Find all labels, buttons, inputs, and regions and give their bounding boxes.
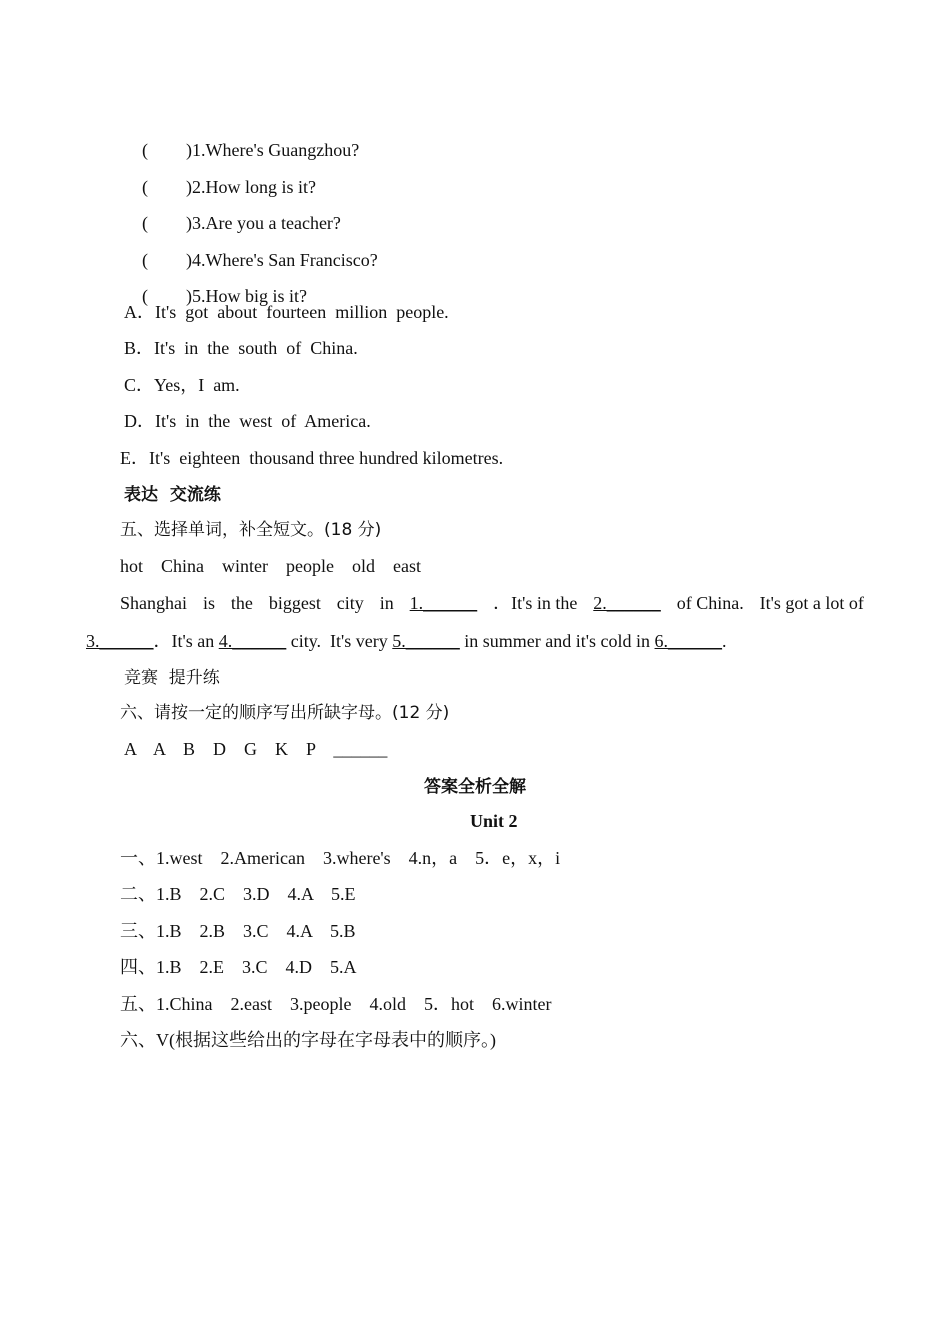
- option-d: D．It's in the west of America.: [124, 411, 371, 431]
- answer-line-1: 一、1.west 2.American 3.where's 4.n，a 5．e，x，i: [120, 848, 561, 868]
- question-text: 5.How big is it?: [192, 286, 307, 306]
- section-5-title: 五、选择单词，补全短文。(18 分): [120, 520, 382, 540]
- unit-title: Unit 2: [470, 811, 518, 831]
- letter-sequence: A A B D G K P ______: [124, 739, 388, 759]
- option-b: B．It's in the south of China.: [124, 338, 358, 358]
- answers-title: 答案全析全解: [424, 777, 526, 797]
- question-5: ( )5.How big is it?: [142, 286, 307, 306]
- section-6-title: 六、请按一定的顺序写出所缺字母。(12 分): [120, 703, 450, 723]
- blank-2: 2.______: [593, 593, 661, 613]
- blank-4: 4.______: [218, 631, 287, 651]
- passage-line-1: Shanghai is the biggest city in 1.______ ．It's in the 2.______ of China. It's got a lot of: [120, 593, 864, 613]
- answer-line-6: 六、V(根据这些给出的字母在字母表中的顺序。): [120, 1030, 496, 1050]
- question-4: ( )4.Where's San Francisco?: [142, 250, 378, 270]
- question-text: 3.Are you a teacher?: [192, 213, 341, 233]
- passage-line-2: 3.______．It's an 4.______ city. It's very 5.______ in summer and it's cold in 6.______.: [86, 631, 727, 651]
- option-c: C．Yes，I am.: [124, 375, 240, 395]
- part-title-express: 表达 交流练: [124, 485, 221, 505]
- blank-3: 3.______: [86, 631, 154, 651]
- blank-6: 6.______: [654, 631, 723, 651]
- part-title-contest: 竞赛 提升练: [124, 668, 220, 688]
- answer-line-2: 二、1.B 2.C 3.D 4.A 5.E: [120, 884, 356, 904]
- blank-1: 1.______: [409, 593, 478, 613]
- answer-line-5: 五、1.China 2.east 3.people 4.old 5．hot 6.winter: [120, 994, 552, 1014]
- question-text: 1.Where's Guangzhou?: [192, 140, 360, 160]
- paren-open: (: [142, 140, 148, 160]
- question-text: 4.Where's San Francisco?: [192, 250, 378, 270]
- question-2: ( )2.How long is it?: [142, 177, 316, 197]
- question-text: 2.How long is it?: [192, 177, 316, 197]
- option-a: A．It's got about fourteen million people.: [124, 302, 449, 322]
- option-e: E．It's eighteen thousand three hundred kilometres.: [120, 448, 504, 468]
- question-1: ( )1.Where's Guangzhou?: [142, 140, 360, 160]
- question-3: ( )3.Are you a teacher?: [142, 213, 341, 233]
- word-bank: hot China winter people old east: [120, 556, 421, 576]
- blank-5: 5.______: [392, 631, 460, 651]
- answer-line-4: 四、1.B 2.E 3.C 4.D 5.A: [120, 957, 357, 977]
- answer-line-3: 三、1.B 2.B 3.C 4.A 5.B: [120, 921, 356, 941]
